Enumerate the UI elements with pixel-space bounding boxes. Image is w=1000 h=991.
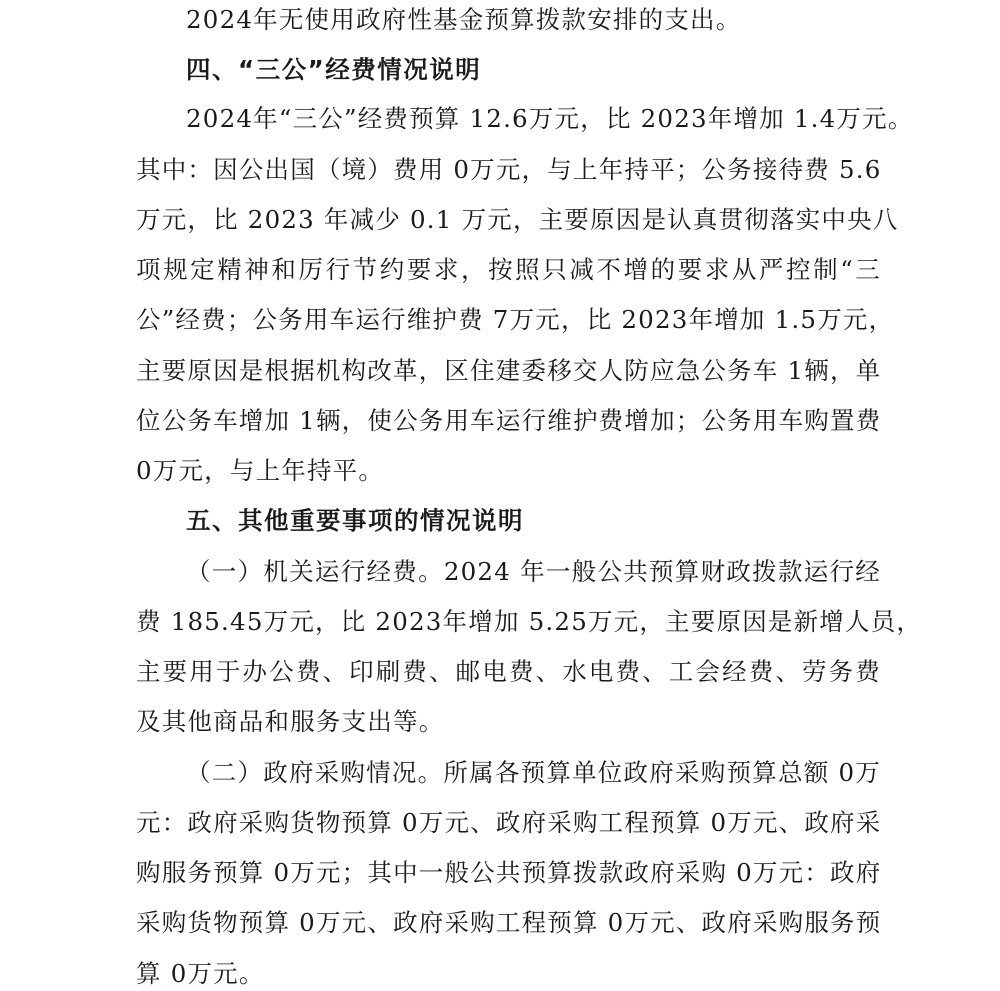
paragraph-line: （二）政府采购情况。所属各预算单位政府采购预算总额 0万 [186, 758, 881, 787]
paragraph-line: 公”经费；公务用车运行维护费 7万元，比 2023年增加 1.5万元， [136, 305, 895, 334]
paragraph-line: 采购货物预算 0万元、政府采购工程预算 0万元、政府采购服务预 [136, 908, 882, 937]
paragraph-line: 其中：因公出国（境）费用 0万元，与上年持平；公务接待费 5.6 [136, 155, 882, 184]
paragraph-line: 元：政府采购货物预算 0万元、政府采购工程预算 0万元、政府采 [136, 808, 882, 837]
paragraph-line: （一）机关运行经费。2024 年一般公共预算财政拨款运行经 [186, 557, 881, 586]
paragraph-line: 位公务车增加 1辆，使公务用车运行维护费增加；公务用车购置费 [136, 406, 882, 435]
paragraph-line: 及其他商品和服务支出等。 [136, 707, 445, 736]
paragraph-line: 主要原因是根据机构改革，区住建委移交人防应急公务车 1辆，单 [136, 356, 882, 385]
paragraph-line: 主要用于办公费、印刷费、邮电费、水电费、工会经费、劳务费 [136, 657, 881, 686]
paragraph-line: 项规定精神和厉行节约要求，按照只减不增的要求从严控制“三 [136, 255, 881, 284]
section-heading-four: 四、“三公”经费情况说明 [186, 55, 482, 84]
paragraph-line: 购服务预算 0万元；其中一般公共预算拨款政府采购 0万元：政府 [136, 858, 882, 887]
paragraph-line: 2024年“三公”经费预算 12.6万元，比 2023年增加 1.4万元。 [186, 104, 914, 133]
paragraph-line: 算 0万元。 [136, 959, 265, 988]
paragraph-line: 费 185.45万元，比 2023年增加 5.25万元，主要原因是新增人员， [136, 607, 923, 636]
paragraph-line: 2024年无使用政府性基金预算拨款安排的支出。 [186, 5, 742, 34]
section-heading-five: 五、其他重要事项的情况说明 [186, 506, 524, 535]
paragraph-line: 万元，比 2023 年减少 0.1 万元，主要原因是认真贯彻落实中央八 [136, 205, 899, 234]
paragraph-line: 0万元，与上年持平。 [136, 456, 385, 485]
